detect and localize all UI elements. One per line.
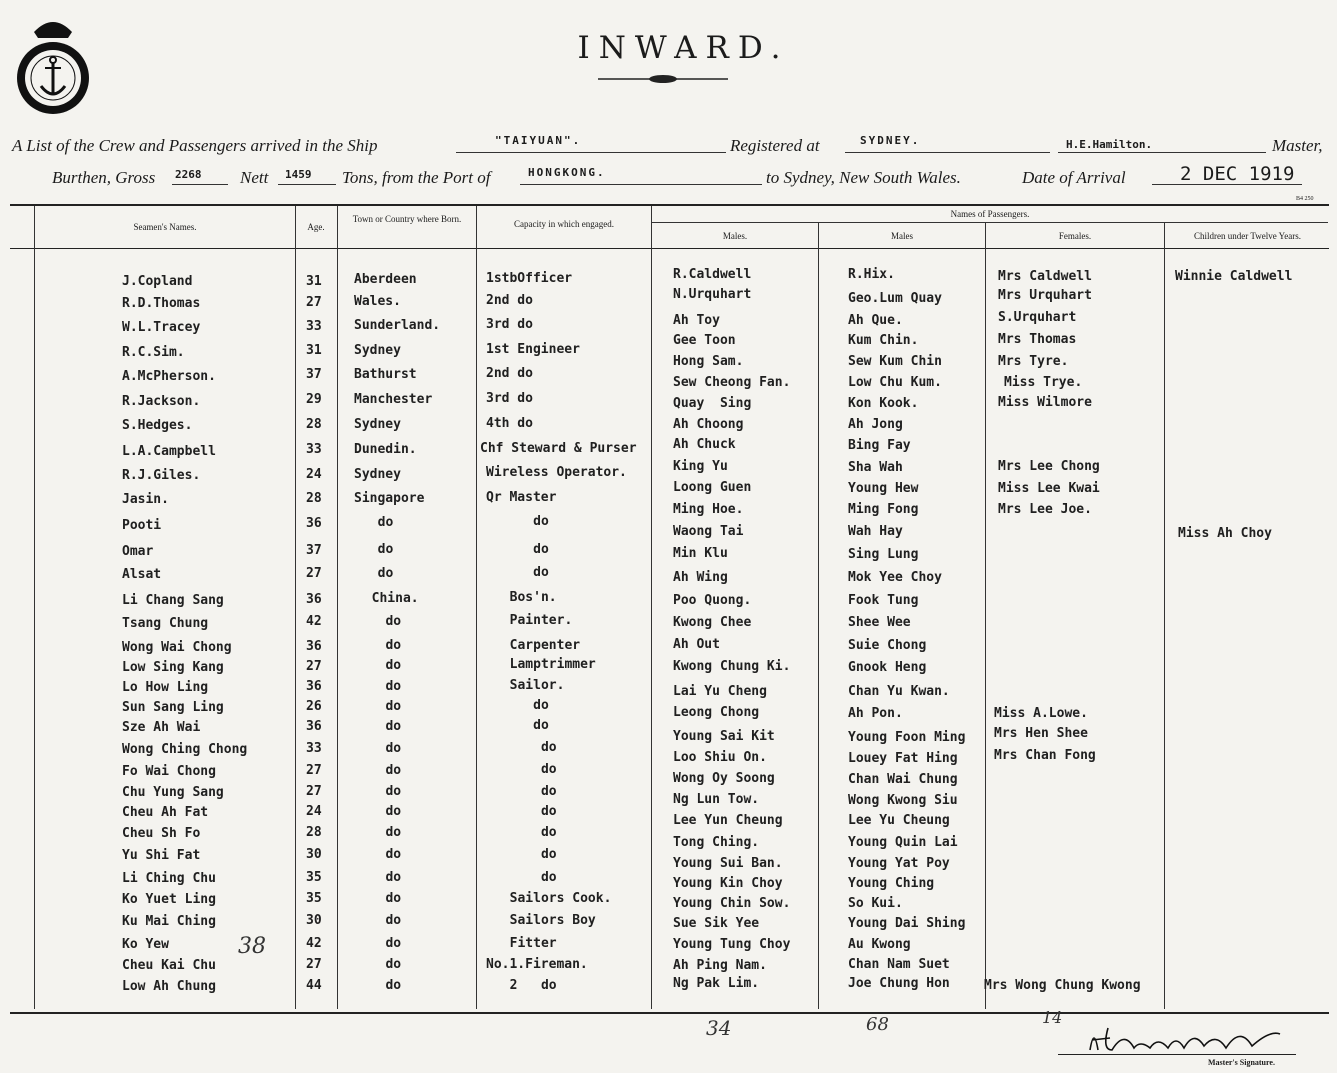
crew-age: 36 bbox=[306, 679, 322, 694]
crew-age: 33 bbox=[306, 741, 322, 756]
passenger-female: Miss Trye. bbox=[1004, 375, 1083, 390]
passenger-male: King Yu bbox=[673, 459, 728, 474]
crew-name: Lo How Ling bbox=[122, 680, 209, 695]
col-males-1: Males. bbox=[722, 231, 748, 241]
col-males-2: Males bbox=[891, 231, 913, 241]
crew-tally: 38 bbox=[238, 934, 266, 959]
crew-capacity: do bbox=[494, 847, 557, 862]
passenger-male: Fook Tung bbox=[848, 593, 919, 608]
males2-tally: 68 bbox=[866, 1014, 889, 1035]
passenger-male: Kwong Chung Ki. bbox=[673, 659, 791, 674]
crew-born: Manchester bbox=[354, 392, 433, 407]
master-name: H.E.Hamilton. bbox=[1066, 138, 1153, 151]
passenger-male: Ah Out bbox=[673, 637, 720, 652]
crew-born: Singapore bbox=[354, 491, 425, 506]
crew-capacity: Sailors Boy bbox=[494, 913, 596, 928]
passenger-male: Young Dai Shing bbox=[848, 916, 966, 931]
crew-age: 27 bbox=[306, 957, 322, 972]
passenger-female: Mrs Thomas bbox=[998, 332, 1077, 347]
passenger-male: Joe Chung Hon bbox=[848, 976, 950, 991]
passenger-male: Kwong Chee bbox=[673, 615, 752, 630]
crew-age: 28 bbox=[306, 491, 322, 506]
passenger-male: Sha Wah bbox=[848, 460, 903, 475]
crew-age: 31 bbox=[306, 274, 322, 289]
crew-capacity: do bbox=[494, 740, 557, 755]
crew-age: 24 bbox=[306, 467, 322, 482]
passenger-male: Chan Yu Kwan. bbox=[848, 684, 950, 699]
crew-name: S.Hedges. bbox=[122, 418, 193, 433]
crew-born: do bbox=[362, 542, 394, 557]
crew-name: W.L.Tracey bbox=[122, 320, 201, 335]
passenger-male: Quay Sing bbox=[673, 396, 752, 411]
crew-capacity: Sailor. bbox=[494, 678, 565, 693]
passenger-male: Kon Kook. bbox=[848, 396, 919, 411]
crew-capacity: 3rd do bbox=[486, 391, 533, 406]
passenger-male: Ming Fong bbox=[848, 502, 919, 517]
crew-name: Cheu Kai Chu bbox=[122, 958, 216, 973]
crew-capacity: do bbox=[494, 804, 557, 819]
crew-name: Ko Yuet Ling bbox=[122, 892, 216, 907]
table-top-rule bbox=[10, 204, 1329, 206]
passenger-male: Young Yat Poy bbox=[848, 856, 950, 871]
to-sydney-label: to Sydney, New South Wales. bbox=[766, 168, 961, 187]
crew-born: Sydney bbox=[354, 417, 401, 432]
crew-age: 26 bbox=[306, 699, 322, 714]
header-list-text: A List of the Crew and Passengers arrived in the Ship bbox=[12, 136, 378, 155]
crew-capacity: Chf Steward & Purser bbox=[480, 441, 637, 456]
passenger-male: Mok Yee Choy bbox=[848, 570, 942, 585]
crew-born: do bbox=[362, 978, 402, 993]
passenger-male: Young Foon Ming bbox=[848, 730, 966, 745]
crew-born: do bbox=[362, 825, 402, 840]
crew-name: Jasin. bbox=[122, 492, 169, 507]
crew-born: do bbox=[362, 699, 402, 714]
crew-capacity: 2nd do bbox=[486, 366, 533, 381]
crew-capacity: Painter. bbox=[494, 613, 573, 628]
form-code: B4 250 bbox=[1296, 196, 1314, 202]
crew-capacity: Qr Master bbox=[486, 490, 557, 505]
ship-name: "TAIYUAN". bbox=[495, 134, 582, 147]
crew-name: R.J.Giles. bbox=[122, 468, 201, 483]
crew-capacity: 1st Engineer bbox=[486, 342, 580, 357]
passenger-female: Mrs Lee Chong bbox=[998, 459, 1100, 474]
page-title: INWARD. bbox=[577, 30, 790, 66]
crew-capacity: Bos'n. bbox=[494, 590, 557, 605]
females-tally: 14 bbox=[1042, 1008, 1063, 1027]
passenger-child: Miss Ah Choy bbox=[1178, 526, 1272, 541]
crew-age: 35 bbox=[306, 870, 322, 885]
passenger-male: Louey Fat Hing bbox=[848, 751, 958, 766]
passenger-male: Young Sai Kit bbox=[673, 729, 775, 744]
crew-age: 35 bbox=[306, 891, 322, 906]
crew-name: Sze Ah Wai bbox=[122, 720, 201, 735]
passenger-male: Wong Kwong Siu bbox=[848, 793, 958, 808]
table-bottom-rule bbox=[10, 1012, 1329, 1014]
passenger-male: Ah Wing bbox=[673, 570, 728, 585]
passenger-male: Hong Sam. bbox=[673, 354, 744, 369]
col-children: Children under Twelve Years. bbox=[1194, 231, 1301, 241]
crew-capacity: Wireless Operator. bbox=[486, 465, 627, 480]
crew-born: do bbox=[362, 913, 402, 928]
crew-name: L.A.Campbell bbox=[122, 444, 216, 459]
passenger-male: Young Tung Choy bbox=[673, 937, 791, 952]
crew-capacity: do bbox=[494, 784, 557, 799]
passenger-male: R.Hix. bbox=[848, 267, 895, 282]
arrival-date-stamp: 2 DEC 1919 bbox=[1180, 163, 1295, 185]
crew-capacity: Sailors Cook. bbox=[494, 891, 612, 906]
passenger-female: Mrs Caldwell bbox=[998, 269, 1092, 284]
crew-age: 36 bbox=[306, 639, 322, 654]
passenger-male: Waong Tai bbox=[673, 524, 744, 539]
passenger-male: Sew Kum Chin bbox=[848, 354, 942, 369]
crew-born: Wales. bbox=[354, 294, 401, 309]
passenger-male: Sue Sik Yee bbox=[673, 916, 760, 931]
col-seamen-names: Seamen's Names. bbox=[133, 222, 197, 232]
passenger-male: Ng Pak Lim. bbox=[673, 976, 760, 991]
passenger-male: Kum Chin. bbox=[848, 333, 919, 348]
crew-born: Aberdeen bbox=[354, 272, 417, 287]
passenger-male: Poo Quong. bbox=[673, 593, 752, 608]
crew-capacity: do bbox=[494, 718, 549, 733]
crew-born: do bbox=[362, 804, 402, 819]
crew-born: do bbox=[362, 638, 402, 653]
crew-name: Li Chang Sang bbox=[122, 593, 224, 608]
crew-name: Cheu Sh Fo bbox=[122, 826, 201, 841]
crew-age: 27 bbox=[306, 784, 322, 799]
passenger-male: Shee Wee bbox=[848, 615, 911, 630]
passenger-male: Geo.Lum Quay bbox=[848, 291, 942, 306]
registered-label: Registered at bbox=[730, 136, 820, 155]
crew-name: Omar bbox=[122, 544, 154, 559]
crew-name: Tsang Chung bbox=[122, 616, 209, 631]
crew-capacity: do bbox=[494, 565, 549, 580]
crew-born: Sydney bbox=[354, 343, 401, 358]
crew-name: Li Ching Chu bbox=[122, 871, 216, 886]
passenger-male: Loong Guen bbox=[673, 480, 752, 495]
crew-capacity: do bbox=[494, 825, 557, 840]
crew-capacity: 3rd do bbox=[486, 317, 533, 332]
passenger-male: Chan Nam Suet bbox=[848, 957, 950, 972]
crew-name: Ku Mai Ching bbox=[122, 914, 216, 929]
crew-name: R.Jackson. bbox=[122, 394, 201, 409]
passenger-male: Gee Toon bbox=[673, 333, 736, 348]
crew-born: do bbox=[362, 891, 402, 906]
passenger-male: Ah Toy bbox=[673, 313, 720, 328]
title-ornament-icon bbox=[598, 72, 728, 86]
col-females: Females. bbox=[1058, 231, 1092, 241]
passenger-male: R.Caldwell bbox=[673, 267, 752, 282]
col-born: Town or Country where Born. bbox=[352, 214, 462, 224]
passenger-male: Leong Chong bbox=[673, 705, 760, 720]
crew-age: 31 bbox=[306, 343, 322, 358]
crew-age: 44 bbox=[306, 978, 322, 993]
passenger-male: Ah Ping Nam. bbox=[673, 958, 767, 973]
col-passengers: Names of Passengers. bbox=[950, 209, 1030, 219]
crew-name: R.C.Sim. bbox=[122, 345, 185, 360]
passenger-male: Young Hew bbox=[848, 481, 919, 496]
crew-capacity: 4th do bbox=[486, 416, 533, 431]
crew-born: do bbox=[362, 719, 402, 734]
signature-line bbox=[1058, 1054, 1296, 1055]
crew-born: do bbox=[362, 679, 402, 694]
crew-age: 37 bbox=[306, 367, 322, 382]
crew-capacity: do bbox=[494, 698, 549, 713]
crew-age: 33 bbox=[306, 319, 322, 334]
from-port: HONGKONG. bbox=[528, 166, 606, 179]
crew-age: 36 bbox=[306, 719, 322, 734]
passenger-female: S.Urquhart bbox=[998, 310, 1077, 325]
crew-born: do bbox=[362, 515, 394, 530]
passenger-male: Ah Chuck bbox=[673, 437, 736, 452]
nett-label: Nett bbox=[240, 168, 269, 187]
port-registered: SYDNEY. bbox=[860, 134, 921, 147]
passenger-female: Mrs Wong Chung Kwong bbox=[984, 978, 1141, 993]
crew-capacity: do bbox=[494, 514, 549, 529]
passenger-female: Mrs Chan Fong bbox=[994, 748, 1096, 763]
crew-name: Pooti bbox=[122, 518, 162, 533]
crew-age: 27 bbox=[306, 659, 322, 674]
crew-age: 36 bbox=[306, 592, 322, 607]
passenger-male: Au Kwong bbox=[848, 937, 911, 952]
crew-capacity: do bbox=[494, 762, 557, 777]
crew-name: Low Sing Kang bbox=[122, 660, 224, 675]
col-age: Age. bbox=[307, 222, 325, 232]
crew-name: R.D.Thomas bbox=[122, 296, 201, 311]
crew-born: do bbox=[362, 658, 402, 673]
crew-born: China. bbox=[356, 591, 419, 606]
passenger-male: Young Chin Sow. bbox=[673, 896, 791, 911]
passenger-male: Ah Que. bbox=[848, 313, 903, 328]
crew-name: Alsat bbox=[122, 567, 162, 582]
crew-age: 24 bbox=[306, 804, 322, 819]
crew-name: Cheu Ah Fat bbox=[122, 805, 209, 820]
passenger-male: Ah Pon. bbox=[848, 706, 903, 721]
passenger-male: Bing Fay bbox=[848, 438, 911, 453]
crew-capacity: Lamptrimmer bbox=[494, 657, 596, 672]
passenger-male: So Kui. bbox=[848, 896, 903, 911]
signature-label: Master's Signature. bbox=[1208, 1058, 1275, 1067]
col-capacity: Capacity in which engaged. bbox=[514, 219, 614, 229]
crew-name: Wong Ching Chong bbox=[122, 742, 248, 757]
males-tally: 34 bbox=[706, 1016, 732, 1040]
passenger-male: Loo Shiu On. bbox=[673, 750, 767, 765]
burthen-label: Burthen, Gross bbox=[52, 168, 156, 187]
passenger-female: Mrs Tyre. bbox=[998, 354, 1069, 369]
crew-age: 29 bbox=[306, 392, 322, 407]
crew-capacity: do bbox=[494, 870, 557, 885]
passenger-male: Ng Lun Tow. bbox=[673, 792, 760, 807]
crew-name: Chu Yung Sang bbox=[122, 785, 224, 800]
passenger-female: Miss Wilmore bbox=[998, 395, 1092, 410]
passenger-male: Young Ching bbox=[848, 876, 935, 891]
crew-born: Bathurst bbox=[354, 367, 417, 382]
passenger-male: Ah Jong bbox=[848, 417, 903, 432]
passenger-male: Young Kin Choy bbox=[673, 876, 783, 891]
crew-capacity: 1stbOfficer bbox=[486, 271, 573, 286]
crew-capacity: 2nd do bbox=[486, 293, 533, 308]
crew-age: 30 bbox=[306, 847, 322, 862]
crew-born: do bbox=[362, 936, 402, 951]
passenger-male: N.Urquhart bbox=[673, 287, 752, 302]
passenger-male: Young Quin Lai bbox=[848, 835, 958, 850]
gross-tons: 2268 bbox=[175, 168, 202, 181]
crew-age: 28 bbox=[306, 825, 322, 840]
crew-name: Ko Yew bbox=[122, 937, 169, 952]
crew-born: do bbox=[362, 614, 402, 629]
passenger-male: Wong Oy Soong bbox=[673, 771, 775, 786]
tons-from-label: Tons, from the Port of bbox=[342, 168, 491, 187]
crew-age: 33 bbox=[306, 442, 322, 457]
crew-capacity: 2 do bbox=[494, 978, 557, 993]
crew-age: 27 bbox=[306, 763, 322, 778]
crew-capacity: do bbox=[494, 542, 549, 557]
crew-age: 28 bbox=[306, 417, 322, 432]
crew-born: do bbox=[362, 847, 402, 862]
passenger-male: Lee Yu Cheung bbox=[848, 813, 950, 828]
passenger-male: Ah Choong bbox=[673, 417, 744, 432]
arrival-label: Date of Arrival bbox=[1022, 168, 1126, 187]
crew-born: do bbox=[362, 763, 402, 778]
crew-age: 27 bbox=[306, 566, 322, 581]
passenger-male: Low Chu Kum. bbox=[848, 375, 942, 390]
crew-name: Yu Shi Fat bbox=[122, 848, 201, 863]
crew-capacity: Fitter bbox=[494, 936, 557, 951]
master-label: Master, bbox=[1272, 136, 1323, 155]
passenger-female: Mrs Hen Shee bbox=[994, 726, 1088, 741]
passenger-male: Lai Yu Cheng bbox=[673, 684, 767, 699]
crew-name: A.McPherson. bbox=[122, 369, 216, 384]
passenger-male: Gnook Heng bbox=[848, 660, 927, 675]
crew-age: 37 bbox=[306, 543, 322, 558]
crew-age: 36 bbox=[306, 516, 322, 531]
crew-born: do bbox=[362, 566, 394, 581]
passenger-male: Sew Cheong Fan. bbox=[673, 375, 791, 390]
passenger-male: Young Sui Ban. bbox=[673, 856, 783, 871]
crew-born: Sunderland. bbox=[354, 318, 441, 333]
passenger-male: Wah Hay bbox=[848, 524, 903, 539]
crew-age: 30 bbox=[306, 913, 322, 928]
crew-age: 27 bbox=[306, 295, 322, 310]
passenger-male: Lee Yun Cheung bbox=[673, 813, 783, 828]
crew-age: 42 bbox=[306, 936, 322, 951]
crew-age: 42 bbox=[306, 614, 322, 629]
passenger-male: Min Klu bbox=[673, 546, 728, 561]
passenger-male: Sing Lung bbox=[848, 547, 919, 562]
nett-tons: 1459 bbox=[285, 168, 312, 181]
crew-born: do bbox=[362, 957, 402, 972]
passenger-child: Winnie Caldwell bbox=[1175, 269, 1293, 284]
crew-born: do bbox=[362, 741, 402, 756]
passenger-male: Ming Hoe. bbox=[673, 502, 744, 517]
crew-name: Low Ah Chung bbox=[122, 979, 216, 994]
crew-name: Fo Wai Chong bbox=[122, 764, 216, 779]
crew-name: Wong Wai Chong bbox=[122, 640, 232, 655]
crew-born: Dunedin. bbox=[354, 442, 417, 457]
passenger-male: Suie Chong bbox=[848, 638, 927, 653]
crew-name: J.Copland bbox=[122, 274, 193, 289]
passenger-female: Miss Lee Kwai bbox=[998, 481, 1100, 496]
crew-name: Sun Sang Ling bbox=[122, 700, 224, 715]
passenger-female: Miss A.Lowe. bbox=[994, 706, 1088, 721]
passenger-male: Tong Ching. bbox=[673, 835, 760, 850]
passenger-female: Mrs Urquhart bbox=[998, 288, 1092, 303]
crew-born: do bbox=[362, 870, 402, 885]
passenger-female: Mrs Lee Joe. bbox=[998, 502, 1092, 517]
crew-born: do bbox=[362, 784, 402, 799]
passenger-male: Chan Wai Chung bbox=[848, 772, 958, 787]
crew-born: Sydney bbox=[354, 467, 401, 482]
table-header-rule bbox=[10, 248, 1329, 249]
crew-capacity: Carpenter bbox=[494, 638, 581, 653]
crew-capacity: No.1.Fireman. bbox=[486, 957, 588, 972]
